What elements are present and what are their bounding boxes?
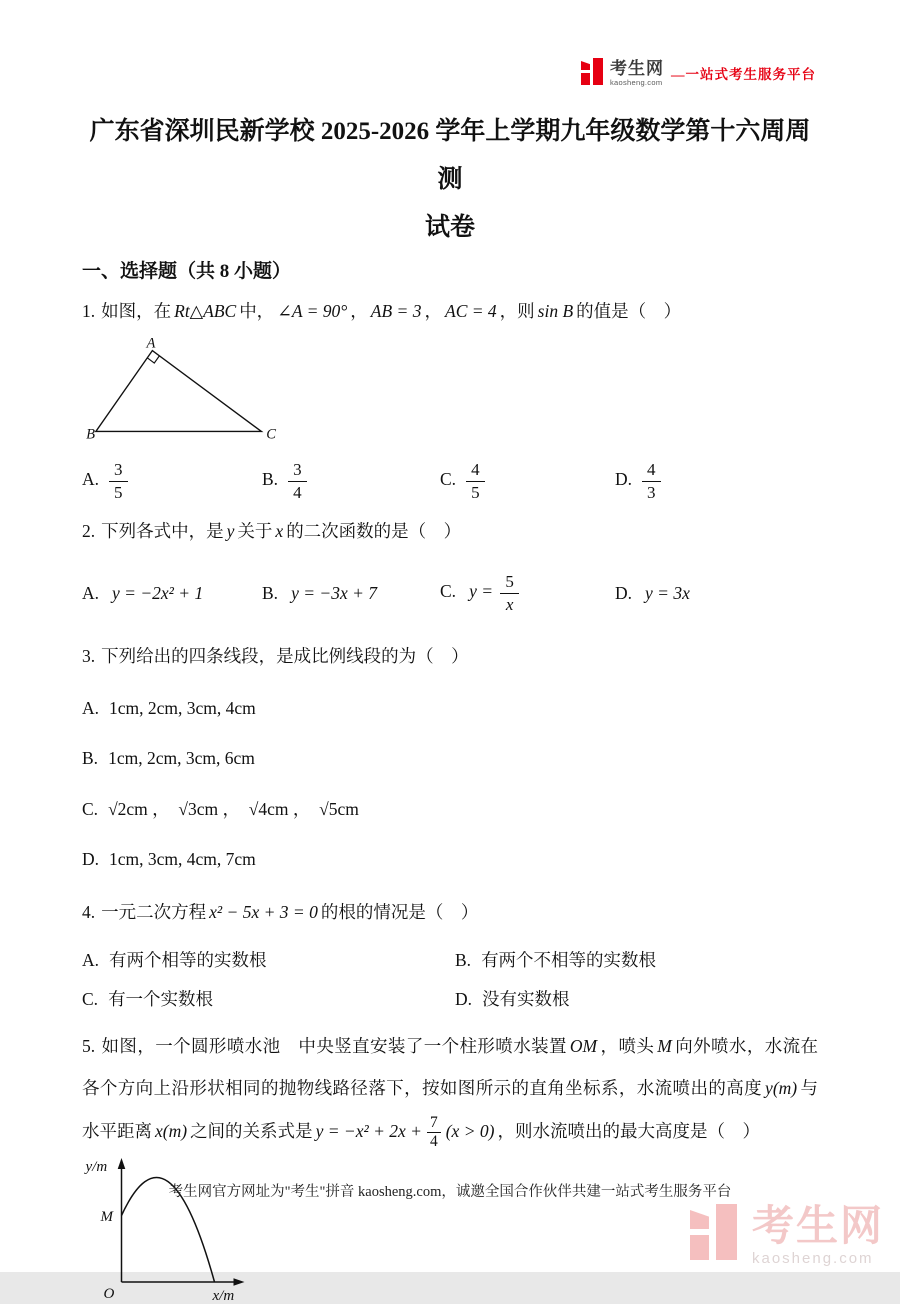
option-text: 没有实数根 [482, 989, 570, 1009]
brand-tagline: —一站式考生服务平台 [671, 67, 816, 82]
fraction-denominator: x [505, 595, 514, 615]
point-m-label: M [100, 1209, 113, 1226]
option-text: √2cm ， √3cm ， √4cm ， √5cm [108, 798, 359, 819]
y-axis-arrow [118, 1158, 126, 1169]
option-label: D. [615, 582, 633, 603]
option-formula: y = [469, 581, 494, 602]
question-5-text [82, 1025, 818, 1152]
option-label: C. [440, 581, 457, 602]
question-1-text [82, 297, 818, 326]
q5-math-xm: x(m) [155, 1120, 188, 1141]
q2-option-c [440, 571, 615, 616]
fraction-denominator: 5 [114, 483, 123, 503]
watermark-text [751, 1201, 884, 1267]
fraction [642, 459, 661, 504]
fraction-numerator: 7 [427, 1114, 441, 1134]
question-2-number: 2. [82, 521, 96, 542]
kaosheng-watermark-icon [690, 1204, 742, 1266]
q3-option-c [82, 796, 818, 822]
question-4-text [82, 898, 818, 927]
footer-text: 考生网官方网址为"考生"拼音 kaosheng.com，诚邀全国合作伙伴共建一站式考生服务平台 [168, 1184, 732, 1200]
section-heading: 一、选择题（共 8 小题） [82, 261, 292, 282]
q4-option-a [82, 947, 455, 972]
q1-text: 如图，在 [101, 300, 172, 321]
question-4-number: 4. [82, 902, 96, 923]
question-4-options-row1 [82, 947, 818, 972]
option-label: B. [455, 950, 472, 970]
fraction [109, 459, 128, 504]
brand-domain: kaosheng.com [610, 77, 663, 87]
option-formula: y = 3x [645, 582, 690, 603]
q2-math-x: x [275, 521, 284, 542]
vertex-label-a: A [146, 336, 156, 353]
kaosheng-watermark [690, 1201, 884, 1267]
option-text: 1cm, 2cm, 3cm, 6cm [108, 748, 255, 769]
option-text: 1cm, 2cm, 3cm, 4cm [109, 698, 256, 719]
x-axis-arrow [234, 1278, 245, 1286]
option-label: D. [615, 469, 633, 490]
q5-text: 与水平距离 [82, 1078, 819, 1141]
q3-text: 下列给出的四条线段，是成比例线段的为（ ） [101, 646, 469, 667]
q2-math-y: y [226, 521, 235, 542]
triangle-figure [86, 337, 281, 449]
q3-option-d [82, 846, 818, 872]
x-axis-label: x/m [212, 1288, 235, 1304]
option-label: A. [82, 582, 100, 603]
option-label: D. [82, 848, 100, 869]
watermark-domain: kaosheng.com [751, 1249, 874, 1267]
q1-option-d [615, 459, 818, 504]
option-text: 有两个相等的实数根 [109, 950, 267, 970]
vertex-label-c: C [266, 426, 277, 443]
q5-math-ym: y(m) [765, 1078, 798, 1099]
q5-text: 如图，一个圆形喷水池 中央竖直安装了一个柱形喷水装置 [101, 1036, 567, 1056]
q1-option-b [262, 459, 440, 504]
question-3-number: 3. [82, 646, 96, 667]
triangle-outline [96, 351, 262, 432]
q1-math-triangle: Rt△ABC [174, 300, 237, 321]
q2-option-b [262, 583, 440, 604]
option-text: 有两个不相等的实数根 [481, 950, 657, 970]
q5-math-formula: y = −x² + 2x + [315, 1120, 422, 1141]
option-formula: y = −2x² + 1 [112, 582, 204, 603]
question-3-text [82, 642, 818, 671]
q3-option-a [82, 695, 818, 721]
question-2-text [82, 517, 818, 546]
q4-text: 的根的情况是（ ） [320, 902, 479, 923]
q4-text: 一元二次方程 [101, 902, 207, 923]
page-title-line1: 广东省深圳民新学校 2025-2026 学年上学期九年级数学第十六周周测 [89, 118, 811, 193]
option-label: C. [82, 989, 99, 1009]
fraction [500, 571, 519, 616]
q2-text: 关于 [237, 521, 273, 542]
fraction-numerator: 3 [288, 459, 307, 482]
question-1-number: 1. [82, 300, 96, 321]
option-label: A. [82, 950, 100, 970]
q5-math-m: M [657, 1036, 672, 1056]
option-label: B. [82, 748, 99, 769]
vertex-label-b: B [86, 426, 96, 443]
option-label: B. [262, 582, 279, 603]
option-label: C. [82, 798, 99, 819]
y-axis-label: y/m [85, 1159, 108, 1176]
q2-option-d [615, 583, 818, 604]
watermark-brand: 考生网 [751, 1201, 884, 1249]
page-title [82, 0, 818, 252]
q5-text: 向外喷水，水流在各个方向上沿形状相同的抛物线路径落下，按如图所示的直角坐标系，水流喷出的高度 [82, 1036, 819, 1099]
fraction-numerator: 4 [642, 459, 661, 482]
q4-math-equation: x² − 5x + 3 = 0 [209, 902, 318, 923]
option-text: 有一个实数根 [108, 989, 214, 1009]
q1-math-ac: AC = 4 [445, 300, 497, 321]
brand-name: 考生网 [610, 58, 664, 78]
fraction-denominator: 4 [429, 1133, 438, 1151]
q2-option-a [82, 583, 262, 604]
fraction-numerator: 4 [466, 459, 485, 482]
fraction-denominator: 4 [293, 483, 302, 503]
q5-math-om: OM [569, 1036, 598, 1056]
question-2-options [82, 564, 818, 622]
q5-text: 之间的关系式是 [190, 1120, 313, 1141]
q1-text: ， [424, 300, 442, 321]
fraction-denominator: 3 [647, 483, 656, 503]
fraction-numerator: 5 [500, 571, 519, 594]
q3-option-b [82, 745, 818, 771]
q4-option-b [455, 947, 818, 972]
fraction [288, 459, 307, 504]
q4-option-d [455, 986, 818, 1011]
q2-text: 下列各式中，是 [101, 521, 224, 542]
q5-text: ，则水流喷出的最大高度是（ ） [497, 1120, 760, 1141]
q1-text: ，则 [499, 300, 535, 321]
option-label: C. [440, 469, 457, 490]
q1-math-angle: ∠A = 90° [277, 300, 348, 321]
option-label: A. [82, 469, 100, 490]
right-angle-mark [147, 356, 159, 363]
option-formula: y = −3x + 7 [291, 582, 378, 603]
option-text: 1cm, 3cm, 4cm, 7cm [109, 848, 256, 869]
question-5-number: 5. [82, 1036, 96, 1056]
origin-label: O [103, 1286, 115, 1303]
fraction-numerator: 3 [109, 459, 128, 482]
question-1-options [82, 455, 818, 507]
q1-text: ， [350, 300, 368, 321]
paper-content [82, 0, 818, 1304]
q2-text: 的二次函数的是（ ） [286, 521, 462, 542]
fraction [427, 1114, 441, 1152]
page-title-line2: 试卷 [424, 214, 475, 241]
q1-option-c [440, 459, 615, 504]
question-4-options-row2 [82, 986, 818, 1011]
q4-option-c [82, 986, 455, 1011]
option-label: D. [455, 989, 473, 1009]
q1-math-sinb: sin B [537, 300, 574, 321]
q5-text: ，喷头 [600, 1036, 655, 1056]
option-label: B. [262, 469, 279, 490]
q1-text: 中， [239, 300, 275, 321]
q1-option-a [82, 459, 262, 504]
q5-math-domain: (x > 0) [445, 1120, 495, 1141]
option-label: A. [82, 698, 100, 719]
q1-math-ab: AB = 3 [370, 300, 422, 321]
fraction [466, 459, 485, 504]
fraction-denominator: 5 [471, 483, 480, 503]
parabola-figure [82, 1154, 260, 1304]
q1-text: 的值是（ ） [576, 300, 682, 321]
